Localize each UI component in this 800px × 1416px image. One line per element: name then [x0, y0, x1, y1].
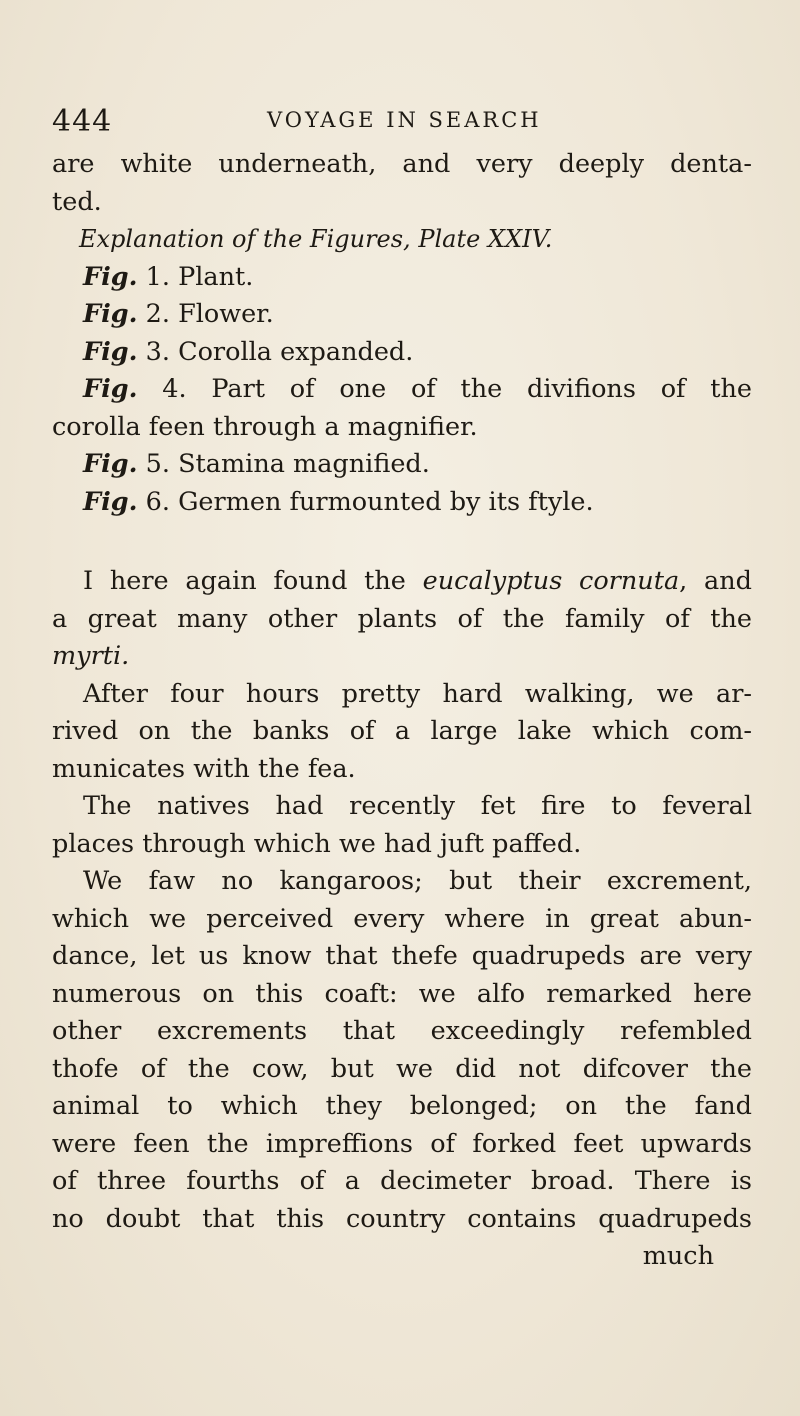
figure-label: Fig. [83, 261, 138, 292]
text-line: numerous on this coaft: we alfo remarked here [52, 978, 752, 1009]
figure-item [52, 371, 752, 409]
figure-text: Flower. [178, 299, 274, 329]
text-fragment: , and [679, 566, 752, 596]
figure-text: Germen furmounted by its ftyle. [178, 486, 594, 517]
text-line: The natives had recently fet fire to feveral [83, 791, 752, 821]
text-line [52, 638, 752, 676]
figure-number: 5. [145, 449, 170, 479]
text-line: municates with the fea. [52, 753, 356, 784]
figure-item [52, 484, 752, 522]
text-line [52, 563, 752, 601]
figure-number: 2. [145, 299, 170, 329]
text-line: other excrements that exceedingly refembled [52, 1016, 752, 1046]
text-line: no doubt that this country contains quadrupeds [52, 1203, 752, 1234]
figure-item [52, 446, 752, 484]
species-name: eucalyptus cornuta [422, 566, 680, 596]
figure-number: 4. [162, 374, 187, 404]
figure-label: Fig. [83, 299, 138, 329]
running-title: VOYAGE IN SEARCH [267, 108, 542, 132]
figure-number: 3. [145, 336, 170, 367]
figure-item [52, 259, 752, 297]
figure-text: Stamina magnified. [178, 449, 430, 479]
text-line: After four hours pretty hard walking, we ar- [83, 678, 752, 709]
page-number: 444 [52, 104, 113, 139]
figure-label: Fig. [83, 449, 138, 479]
paragraph-gap [52, 521, 752, 563]
running-head [52, 98, 752, 142]
text-line: places through which we had juft paffed. [52, 828, 582, 859]
text-line: We faw no kangaroos; but their excrement, [83, 866, 752, 896]
text-line: thofe of the cow, but we did not difcover the [52, 1053, 752, 1084]
text-line: which we perceived every where in great abun- [52, 903, 752, 934]
figure-label: Fig. [83, 486, 138, 517]
figure-item [52, 296, 752, 334]
text-line: are white underneath, and very deeply denta- [52, 149, 752, 179]
figure-number: 6. [145, 486, 170, 517]
text-line: were feen the impreffions of forked feet upwards [52, 1128, 752, 1159]
figure-item-continuation: corolla feen through a magnifier. [52, 411, 478, 442]
text-line: ted. [52, 186, 102, 217]
family-name: myrti. [52, 641, 130, 671]
text-fragment: I here again found the [83, 566, 423, 596]
figure-text: Part of one of the divifions of the [211, 374, 752, 404]
catchword: much [642, 1241, 714, 1271]
text-line: of three fourths of a decimeter broad. There is [52, 1166, 752, 1196]
page-text [52, 146, 752, 1276]
figure-label: Fig. [83, 336, 138, 367]
plate-caption-heading: Explanation of the Figures, Plate XXIV. [79, 225, 553, 253]
figure-label: Fig. [83, 374, 138, 404]
text-line: a great many other plants of the family of the [52, 603, 752, 634]
figure-number: 1. [145, 261, 170, 292]
text-line: rived on the banks of a large lake which com- [52, 716, 752, 746]
figure-text: Plant. [178, 261, 254, 292]
text-line: dance, let us know that thefe quadrupeds are very [52, 941, 752, 971]
text-line: animal to which they belonged; on the fand [52, 1091, 752, 1121]
figure-text: Corolla expanded. [178, 336, 414, 367]
figure-item [52, 334, 752, 372]
